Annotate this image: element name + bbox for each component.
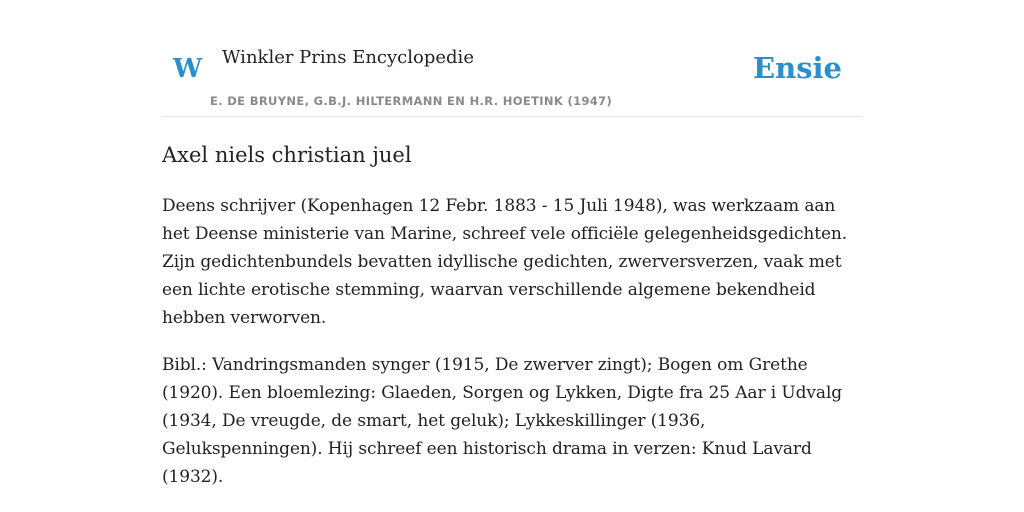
encyclopedia-header	[162, 38, 862, 117]
entry-body	[162, 192, 862, 510]
entry-paragraph: Bibl.: Vandringsmanden synger (1915, De zwerver zingt); Bogen om Grethe (1920). Een bloemlezing: Glaeden, Sorgen og Lykken, Digte fra 25 Aar i Udvalg (1934, De vreugde, de smart, het geluk); Lykkeskillinger (1936, Gelukspenningen). Hij schreef een historisch drama in verzen: Knud Lavard (1932).	[162, 355, 843, 487]
publication-title[interactable]: Winkler Prins Encyclopedie	[222, 47, 474, 68]
publication-authors: E. DE BRUYNE, G.B.J. HILTERMANN EN H.R. HOETINK (1947)	[210, 94, 613, 108]
ensie-brand-link[interactable]: Ensie	[753, 51, 842, 85]
entry-title: Axel niels christian juel	[162, 143, 412, 167]
winkler-prins-logo: W	[173, 54, 203, 84]
entry-paragraph: Deens schrijver (Kopenhagen 12 Febr. 1883 - 15 Juli 1948), was werkzaam aan het Deense ministerie van Marine, schreef vele officiële gelegenheidsgedichten. Zijn gedichtenbundels bevatten idyllische gedichten, zwerversverzen, vaak met een lichte erotische stemming, waarvan verschillende algemene bekendheid hebben verworven.	[162, 196, 848, 328]
